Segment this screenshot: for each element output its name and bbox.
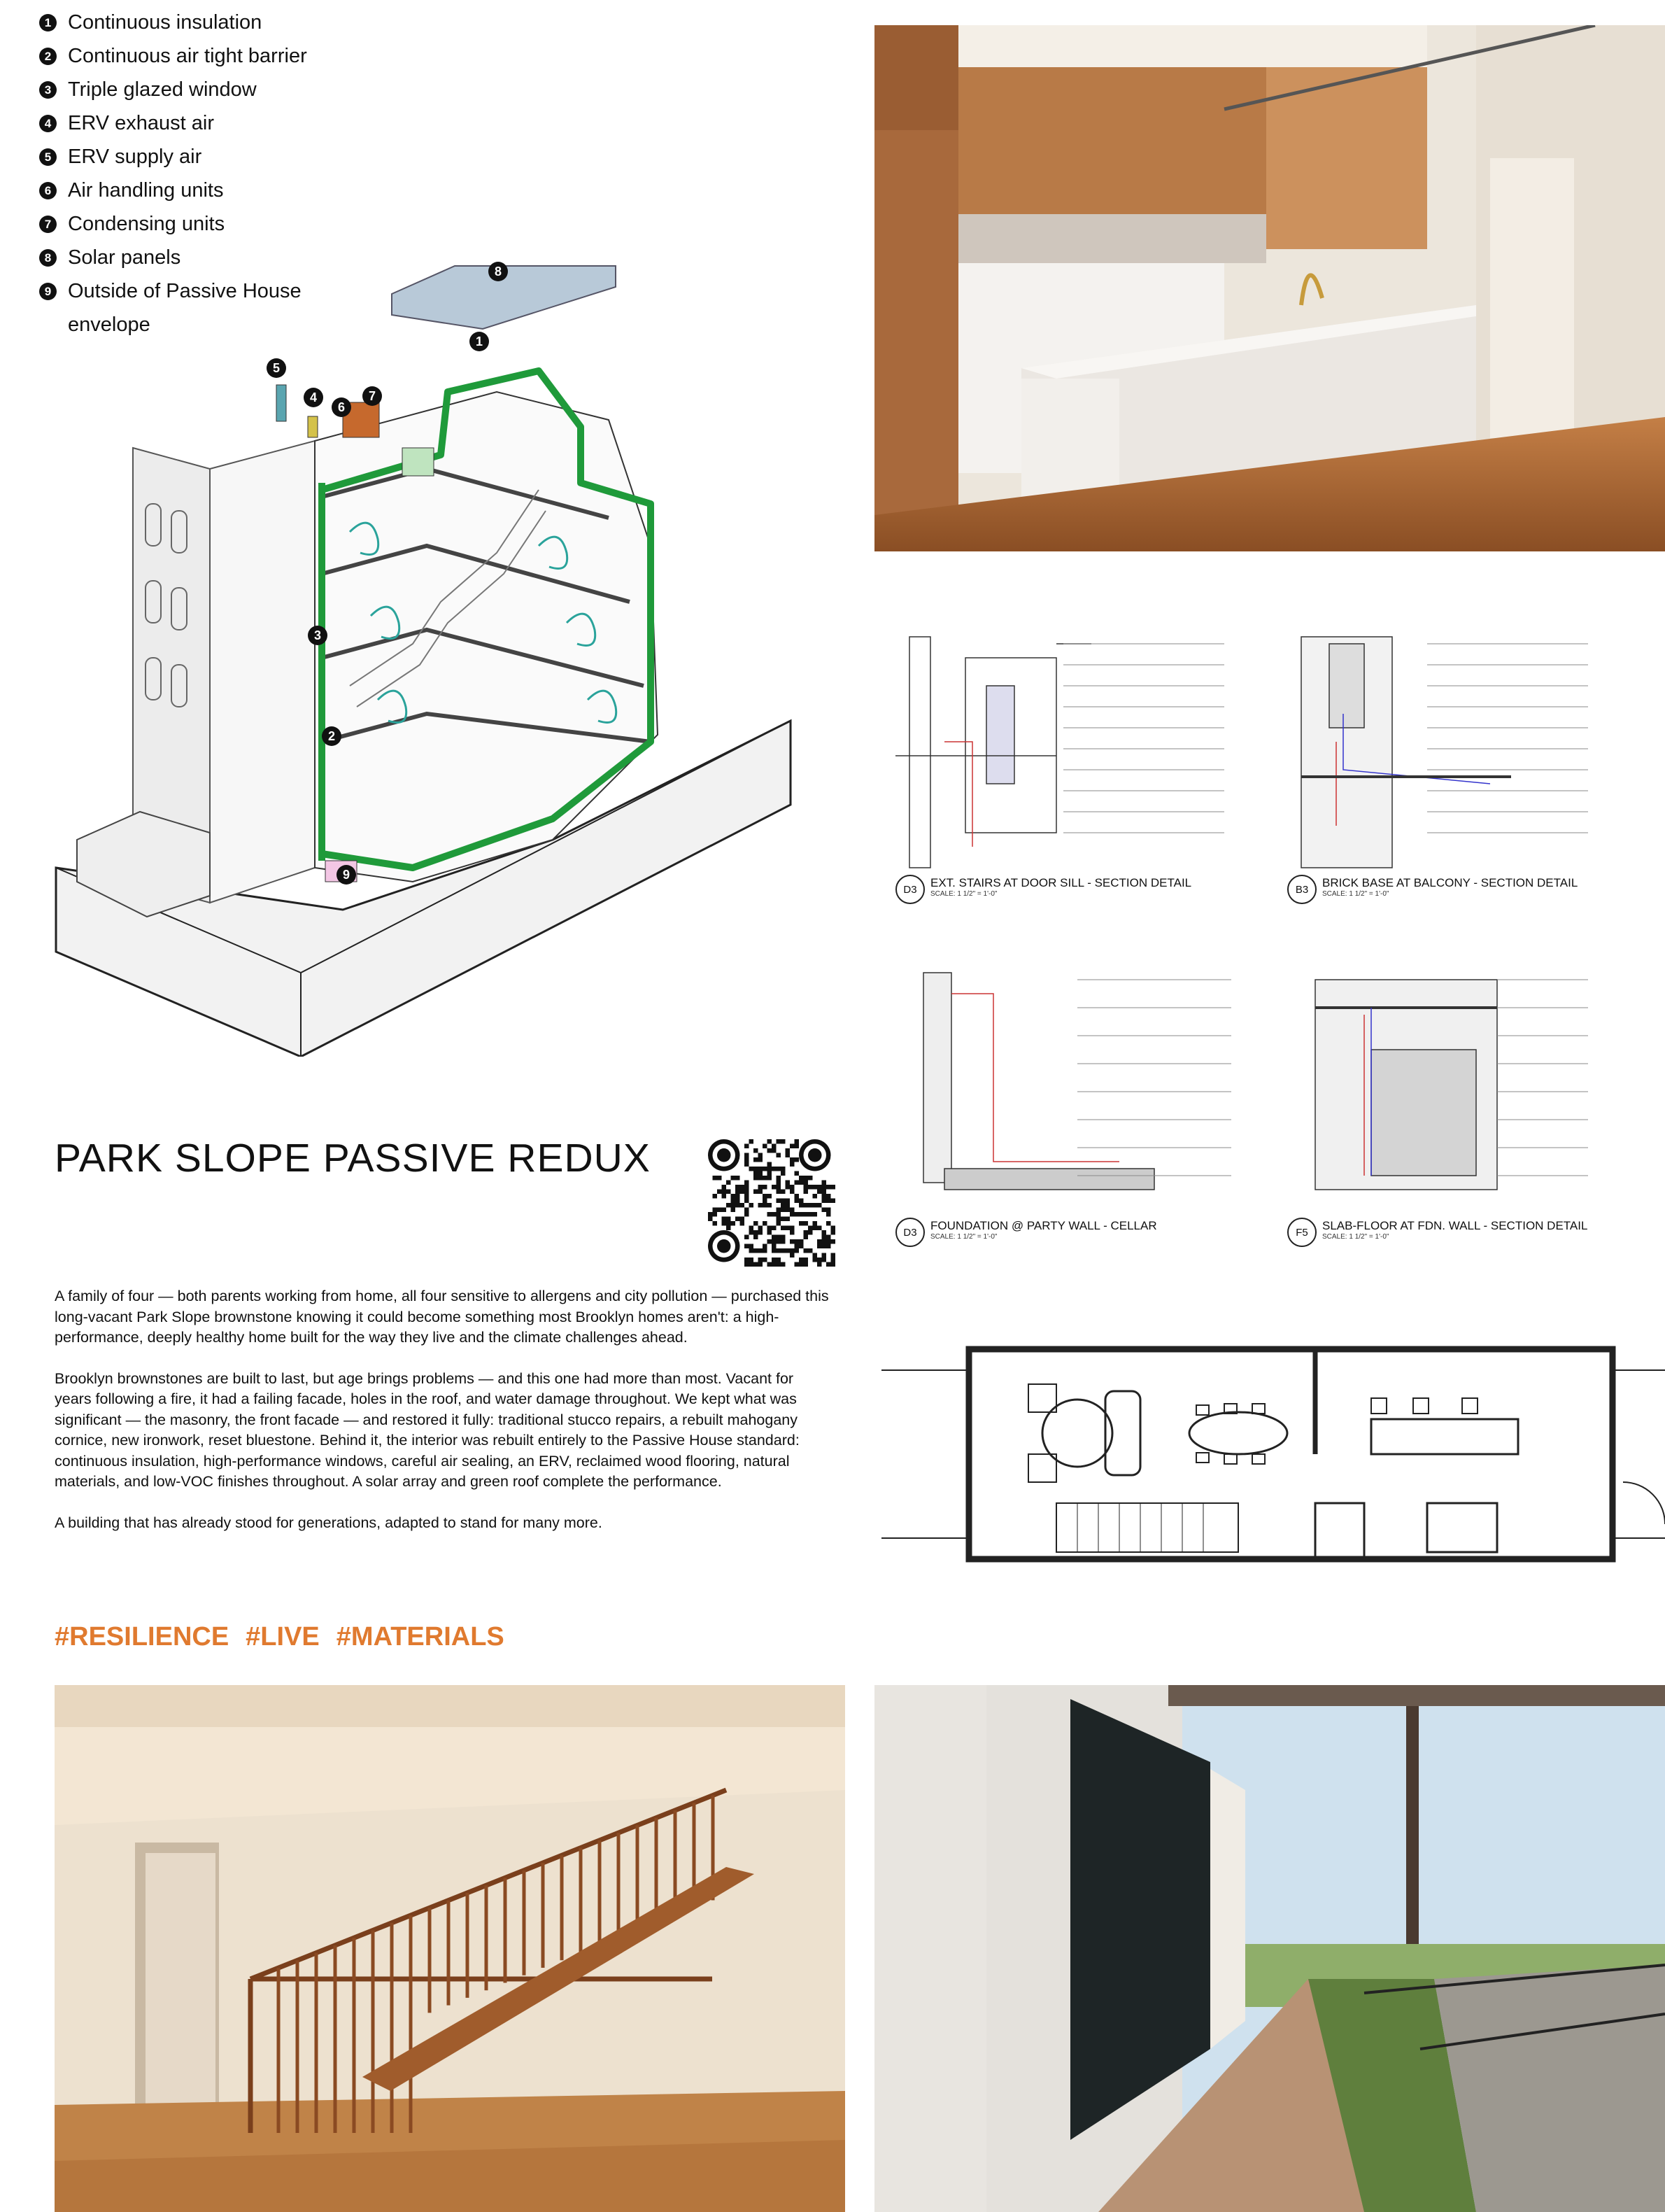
svg-text:8: 8	[494, 265, 502, 279]
detail-scale: SCALE: 1 1/2" = 1'-0"	[930, 1233, 998, 1241]
paragraph: Brooklyn brownstones are built to last, but age brings problems — and this one had more than most. Vacant for years following a fire, it had a failing facade, holes in the roof, and water damage throughout. We kept what was significant — the masonry, the front facade — and restored it fully: traditional stucco repairs, a rebuilt mahogany cornice, new ironwork, reset bluestone. Behind it, the interior was rebuilt entirely to the Passive House standard: continuous insulation, high-performance windows, careful air sealing, an ERV, reclaimed wood flooring, natural materials, and low-VOC finishes throughout. A solar array and green roof complete the performance.	[55, 1369, 800, 1490]
legend-item	[39, 6, 368, 39]
detail-scale: SCALE: 1 1/2" = 1'-0"	[1322, 890, 1389, 898]
svg-text:7: 7	[368, 389, 376, 403]
axonometric-section-diagram	[49, 252, 798, 1057]
svg-text:4: 4	[309, 390, 318, 404]
legend-label: Outside of Passive House envelope	[68, 280, 302, 336]
svg-text:5: 5	[272, 361, 281, 375]
legend-label: ERV supply air	[68, 146, 202, 168]
legend-label: Solar panels	[68, 246, 181, 269]
roof-terrace-photo	[874, 1685, 1665, 2212]
svg-text:3: 3	[313, 628, 322, 642]
legend-number: 5	[39, 148, 57, 166]
detail-scale: SCALE: 1 1/2" = 1'-0"	[1322, 1233, 1389, 1241]
detail-code: B3	[1287, 875, 1317, 904]
hashtag-list	[55, 1622, 521, 1652]
legend-label: Continuous air tight barrier	[68, 45, 307, 67]
paragraph: A family of four — both parents working from home, all four sensitive to allergens and city pollution — purchased this long-vacant Park Slope brownstone knowing it could become something most Brooklyn homes aren't: a high-performance, deeply healthy home built for the way they live and the climate challenges ahead.	[55, 1288, 829, 1346]
legend-number: 7	[39, 216, 57, 233]
kitchen-photo	[874, 25, 1665, 551]
legend-number: 6	[39, 182, 57, 199]
page-title: PARK SLOPE PASSIVE REDUX	[55, 1136, 651, 1181]
svg-text:1: 1	[475, 334, 483, 348]
hashtag-live: #LIVE	[246, 1622, 320, 1651]
legend-item	[39, 174, 368, 207]
legend-label: Air handling units	[68, 179, 224, 202]
detail-code: F5	[1287, 1218, 1317, 1247]
svg-text:6: 6	[337, 400, 346, 414]
legend-item	[39, 39, 368, 73]
detail-scale: SCALE: 1 1/2" = 1'-0"	[930, 890, 998, 898]
project-description	[55, 1286, 830, 1554]
hashtag-resilience: #RESILIENCE	[55, 1622, 229, 1651]
legend-item	[39, 207, 368, 241]
legend-number: 8	[39, 249, 57, 267]
legend-label: ERV exhaust air	[68, 112, 215, 134]
detail-title: BRICK BASE AT BALCONY - SECTION DETAIL	[1322, 876, 1578, 889]
svg-text:9: 9	[342, 868, 350, 882]
detail-code: D3	[895, 875, 925, 904]
legend-item	[39, 106, 368, 140]
detail-title: EXT. STAIRS AT DOOR SILL - SECTION DETAIL	[930, 876, 1192, 889]
legend-number: 9	[39, 283, 57, 300]
legend-number: 1	[39, 14, 57, 31]
legend-label: Continuous insulation	[68, 11, 262, 34]
detail-title: SLAB-FLOOR AT FDN. WALL - SECTION DETAIL	[1322, 1219, 1588, 1232]
legend-number: 2	[39, 48, 57, 65]
construction-details-panel	[881, 616, 1665, 1274]
legend-label: Condensing units	[68, 213, 225, 235]
legend-label: Triple glazed window	[68, 78, 257, 101]
legend-number: 3	[39, 81, 57, 99]
legend-item	[39, 140, 368, 174]
paragraph: A building that has already stood for generations, adapted to stand for many more.	[55, 1514, 602, 1531]
hashtag-materials: #MATERIALS	[336, 1622, 504, 1651]
staircase-photo	[55, 1685, 845, 2212]
detail-code: D3	[895, 1218, 925, 1247]
legend-number: 4	[39, 115, 57, 132]
svg-text:2: 2	[327, 729, 336, 743]
detail-title: FOUNDATION @ PARTY WALL - CELLAR	[930, 1219, 1157, 1232]
legend-item	[39, 73, 368, 106]
qr-code	[708, 1139, 839, 1268]
floor-plan	[881, 1335, 1665, 1573]
